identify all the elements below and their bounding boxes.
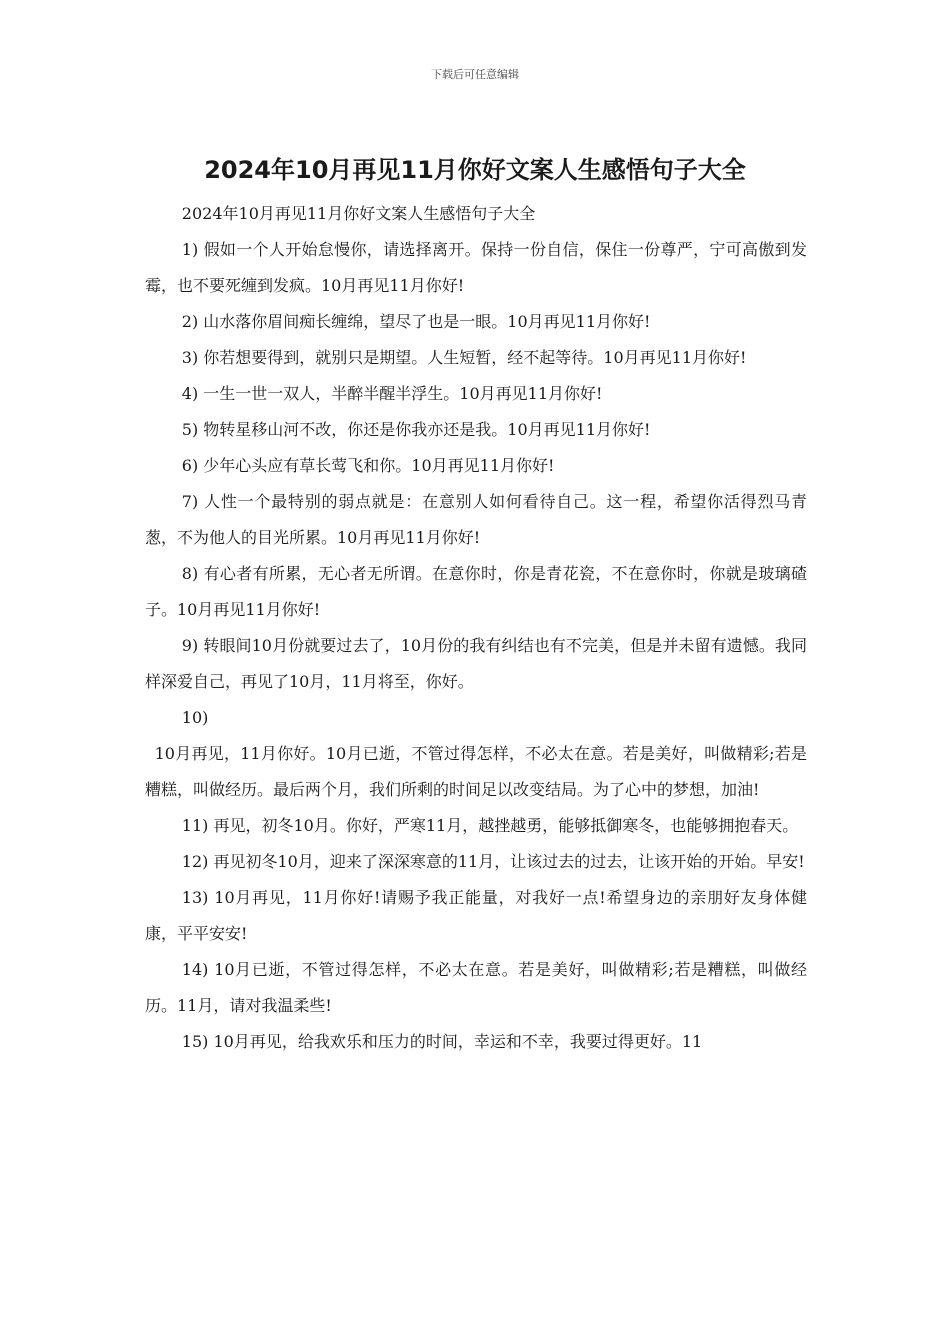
paragraph-item-9: 9) 转眼间10月份就要过去了，10月份的我有纠结也有不完美，但是并未留有遗憾。我同样深爱自己，再见了10月，11月将至，你好。 [145, 636, 807, 691]
paragraph-item-4: 4) 一生一世一双人，半醉半醒半浮生。10月再见11月你好! [181, 384, 603, 403]
paragraph-item-2: 2) 山水落你眉间痴长缠绵，望尽了也是一眼。10月再见11月你好! [181, 312, 651, 331]
paragraph-item-3: 3) 你若想要得到，就别只是期望。人生短暂，经不起等待。10月再见11月你好! [181, 348, 747, 367]
paragraph-item-12: 12) 再见初冬10月，迎来了深深寒意的11月，让该过去的过去，让该开始的开始。早安! [181, 852, 805, 871]
paragraph-item-6: 6) 少年心头应有草长莺飞和你。10月再见11月你好! [181, 456, 555, 475]
paragraph-item-7: 7) 人性一个最特别的弱点就是：在意别人如何看待自己。这一程，希望你活得烈马青葱，不为他人的目光所累。10月再见11月你好! [145, 492, 807, 547]
paragraph-item-11: 11) 再见，初冬10月。你好，严寒11月，越挫越勇，能够抵御寒冬，也能够拥抱春天。 [181, 816, 799, 835]
paragraph-item-10-number: 10) [181, 708, 209, 727]
document-body [145, 196, 807, 1060]
paragraph-item-10: 10月再见，11月你好。10月已逝，不管过得怎样，不必太在意。若是美好，叫做精彩;若是糟糕，叫做经历。最后两个月，我们所剩的时间足以改变结局。为了心中的梦想，加油! [145, 744, 807, 799]
paragraph-item-13: 13) 10月再见，11月你好!请赐予我正能量，对我好一点!希望身边的亲朋好友身体健康，平平安安! [145, 888, 807, 943]
paragraph-item-14: 14) 10月已逝，不管过得怎样，不必太在意。若是美好，叫做精彩;若是糟糕，叫做经历。11月，请对我温柔些! [145, 960, 807, 1015]
paragraph-item-5: 5) 物转星移山河不改，你还是你我亦还是我。10月再见11月你好! [181, 420, 651, 439]
paragraph-item-15: 15) 10月再见，给我欢乐和压力的时间，幸运和不幸，我要过得更好。11 [181, 1032, 703, 1051]
paragraph-item-1: 1) 假如一个人开始怠慢你，请选择离开。保持一份自信，保住一份尊严，宁可高傲到发霉，也不要死缠到发疯。10月再见11月你好! [145, 240, 807, 295]
page-header-note: 下载后可任意编辑 [431, 68, 519, 81]
paragraph-subtitle: 2024年10月再见11月你好文案人生感悟句子大全 [181, 204, 536, 223]
document-title: 2024年10月再见11月你好文案人生感悟句子大全 [204, 156, 746, 184]
paragraph-item-8: 8) 有心者有所累，无心者无所谓。在意你时，你是青花瓷，不在意你时，你就是玻璃碴子。10月再见11月你好! [145, 564, 807, 619]
